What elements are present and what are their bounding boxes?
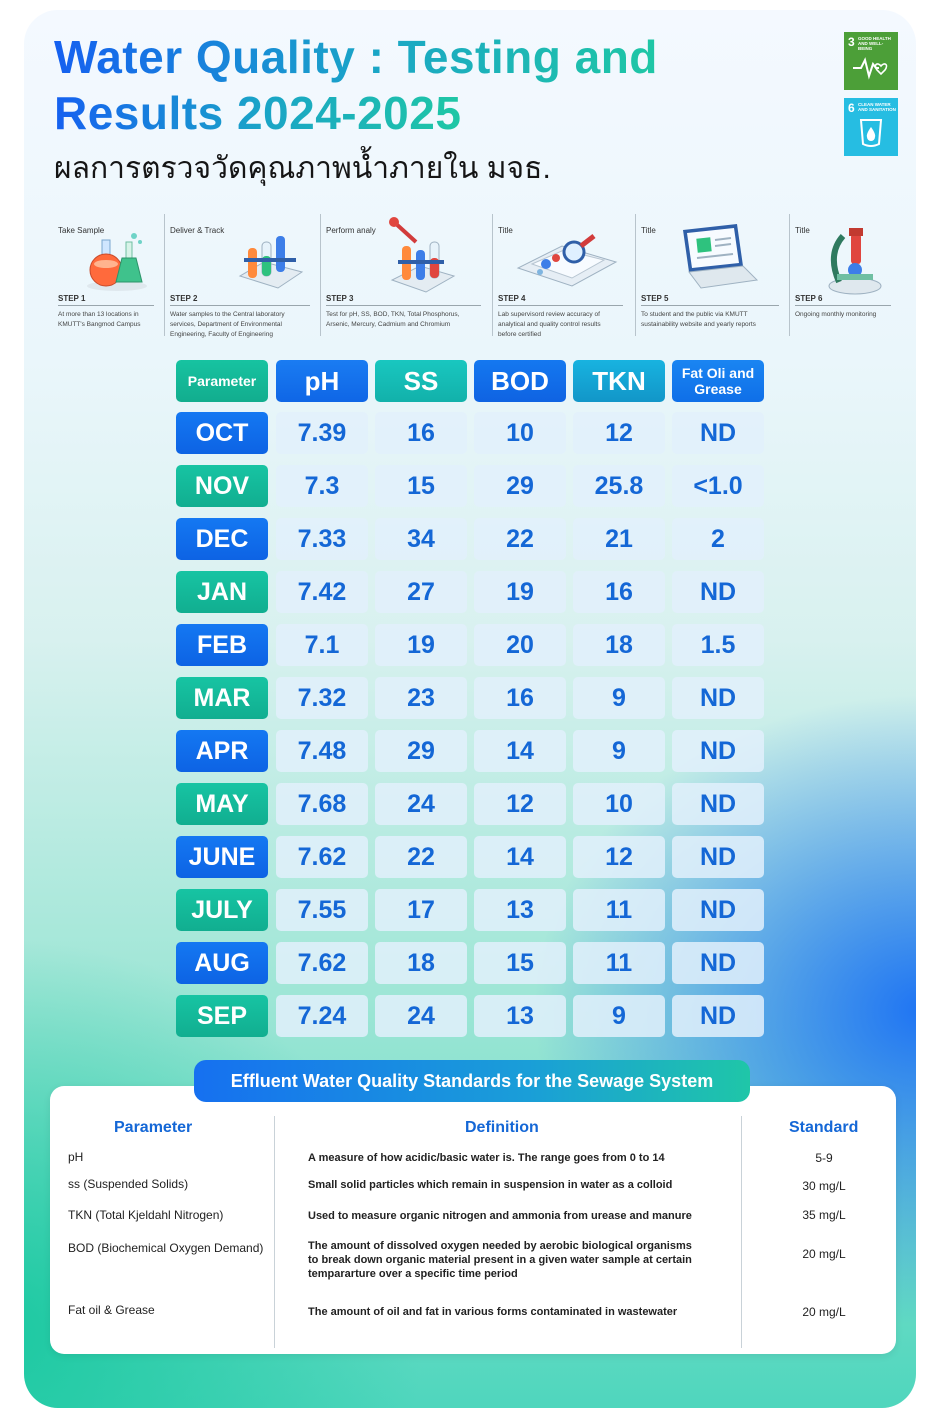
pipette-tubes-icon	[386, 216, 458, 294]
value-bod: 15	[474, 942, 566, 984]
value-ss: 16	[375, 412, 467, 454]
std-value-ph: 5-9	[815, 1151, 833, 1165]
magnifier-report-icon	[512, 228, 622, 292]
value-ss: 23	[375, 677, 467, 719]
process-steps	[52, 210, 897, 340]
value-fat-oil-grease: ND	[672, 889, 764, 931]
value-bod: 14	[474, 836, 566, 878]
std-param-ph: pH	[68, 1150, 84, 1164]
value-bod: 10	[474, 412, 566, 454]
step-3-label: STEP 3	[326, 294, 354, 303]
value-ph: 7.48	[276, 730, 368, 772]
value-ss: 18	[375, 942, 467, 984]
month-label: JUNE	[176, 836, 268, 878]
month-label: DEC	[176, 518, 268, 560]
column-divider	[274, 1116, 275, 1348]
month-label: SEP	[176, 995, 268, 1037]
month-label: MAR	[176, 677, 268, 719]
standards-col-definition: Definition	[465, 1119, 539, 1136]
water-drop-icon	[851, 116, 891, 150]
std-def-ph: A measure of how acidic/basic water is. The range goes from 0 to 14	[308, 1152, 665, 1164]
step-6-rule	[795, 305, 891, 306]
step-1-rule	[58, 305, 154, 306]
step-2-description: Water samples to the Central laboratory services, Department of Environmental Engineering, Faculty of Engineering	[170, 311, 285, 338]
step-5-rule	[641, 305, 779, 306]
std-def-ss: Small solid particles which remain in suspension in water as a colloid	[308, 1179, 673, 1191]
step-2-label: STEP 2	[170, 294, 198, 303]
value-ph: 7.68	[276, 783, 368, 825]
std-value-tkn: 35 mg/L	[802, 1208, 846, 1222]
month-label: JAN	[176, 571, 268, 613]
value-tkn: 16	[573, 571, 665, 613]
header-parameter: Parameter	[176, 360, 268, 402]
month-label: NOV	[176, 465, 268, 507]
std-param-fog: Fat oil & Grease	[68, 1303, 155, 1317]
step-5-label: STEP 5	[641, 294, 669, 303]
step-5-heading: Title	[641, 226, 656, 235]
month-label: APR	[176, 730, 268, 772]
step-2	[164, 210, 319, 340]
value-ss: 24	[375, 783, 467, 825]
step-1-label: STEP 1	[58, 294, 86, 303]
value-ss: 27	[375, 571, 467, 613]
value-fat-oil-grease: ND	[672, 783, 764, 825]
std-value-ss: 30 mg/L	[802, 1179, 846, 1193]
sdg-3-label: GOOD HEALTH AND WELL-BEING	[858, 36, 891, 51]
step-4	[492, 210, 632, 340]
value-bod: 29	[474, 465, 566, 507]
step-1-description: At more than 13 locations in KMUTT's Bangmod Campus	[58, 311, 141, 328]
value-bod: 13	[474, 889, 566, 931]
value-bod: 22	[474, 518, 566, 560]
step-3-description: Test for pH, SS, BOD, TKN, Total Phosphorus, Arsenic, Mercury, Cadmium and Chromium	[326, 311, 460, 328]
value-tkn: 9	[573, 730, 665, 772]
value-ph: 7.39	[276, 412, 368, 454]
step-6	[789, 210, 897, 340]
value-ph: 7.33	[276, 518, 368, 560]
step-6-description: Ongoing monthly monitoring	[795, 311, 877, 318]
std-def-fog: The amount of oil and fat in various forms contaminated in wastewater	[308, 1306, 678, 1318]
value-tkn: 9	[573, 995, 665, 1037]
value-tkn: 11	[573, 889, 665, 931]
value-tkn: 9	[573, 677, 665, 719]
header-ph: pH	[276, 360, 368, 402]
standards-table	[50, 1086, 896, 1354]
step-2-heading: Deliver & Track	[170, 226, 225, 235]
value-tkn: 10	[573, 783, 665, 825]
value-ss: 29	[375, 730, 467, 772]
month-label: JULY	[176, 889, 268, 931]
value-ph: 7.32	[276, 677, 368, 719]
test-tube-rack-icon	[234, 228, 306, 292]
value-ph: 7.42	[276, 571, 368, 613]
value-bod: 20	[474, 624, 566, 666]
value-ph: 7.1	[276, 624, 368, 666]
value-tkn: 12	[573, 412, 665, 454]
standards-banner: Effluent Water Quality Standards for the Sewage System	[194, 1060, 750, 1102]
step-1	[52, 210, 162, 340]
header-tkn: TKN	[573, 360, 665, 402]
value-ss: 15	[375, 465, 467, 507]
header-fat-oil-grease: Fat Oli and Grease	[672, 360, 764, 402]
value-ss: 19	[375, 624, 467, 666]
sdg-6-label: CLEAN WATER AND SANITATION	[858, 102, 896, 112]
value-fat-oil-grease: ND	[672, 412, 764, 454]
month-label: MAY	[176, 783, 268, 825]
value-fat-oil-grease: 1.5	[672, 624, 764, 666]
microscope-icon	[819, 224, 889, 296]
value-fat-oil-grease: ND	[672, 730, 764, 772]
step-3	[320, 210, 490, 340]
step-5-description: To student and the public via KMUTT sustainability website and yearly reports	[641, 311, 756, 328]
heartbeat-icon	[851, 50, 891, 84]
step-6-heading: Title	[795, 226, 810, 235]
value-tkn: 18	[573, 624, 665, 666]
value-bod: 14	[474, 730, 566, 772]
step-1-heading: Take Sample	[58, 226, 105, 235]
thai-subtitle: ผลการตรวจวัดคุณภาพน้ำภายใน มจธ.	[54, 152, 551, 185]
header-ss: SS	[375, 360, 467, 402]
value-fat-oil-grease: 2	[672, 518, 764, 560]
month-label: AUG	[176, 942, 268, 984]
value-tkn: 25.8	[573, 465, 665, 507]
value-ph: 7.55	[276, 889, 368, 931]
std-value-fog: 20 mg/L	[802, 1305, 846, 1319]
value-fat-oil-grease: ND	[672, 836, 764, 878]
month-label: OCT	[176, 412, 268, 454]
step-2-rule	[170, 305, 310, 306]
value-ph: 7.62	[276, 836, 368, 878]
value-fat-oil-grease: <1.0	[672, 465, 764, 507]
value-tkn: 12	[573, 836, 665, 878]
value-ph: 7.24	[276, 995, 368, 1037]
value-tkn: 11	[573, 942, 665, 984]
value-fat-oil-grease: ND	[672, 995, 764, 1037]
laptop-icon	[671, 222, 761, 294]
standards-col-parameter: Parameter	[114, 1119, 193, 1136]
sdg-6-badge	[844, 98, 898, 156]
value-fat-oil-grease: ND	[672, 677, 764, 719]
sdg-3-badge	[844, 32, 898, 90]
step-4-rule	[498, 305, 623, 306]
step-6-label: STEP 6	[795, 294, 823, 303]
std-value-bod: 20 mg/L	[802, 1247, 846, 1261]
std-param-tkn: TKN (Total Kjeldahl Nitrogen)	[68, 1208, 224, 1222]
step-3-heading: Perform analy	[326, 226, 376, 235]
value-ss: 22	[375, 836, 467, 878]
standards-col-standard: Standard	[789, 1119, 859, 1136]
std-param-bod: BOD (Biochemical Oxygen Demand)	[68, 1241, 264, 1255]
sdg-3-number: 3	[848, 35, 855, 49]
value-ss: 17	[375, 889, 467, 931]
title-line-2: Results 2024-2025	[54, 87, 462, 139]
std-def-bod: The amount of dissolved oxygen needed by aerobic biological organisms to break down organic material present in a given water sample at certain tempararture over a specific time period	[308, 1240, 692, 1280]
value-ss: 34	[375, 518, 467, 560]
value-bod: 19	[474, 571, 566, 613]
value-bod: 13	[474, 995, 566, 1037]
step-5	[635, 210, 787, 340]
value-fat-oil-grease: ND	[672, 942, 764, 984]
value-ss: 24	[375, 995, 467, 1037]
value-ph: 7.62	[276, 942, 368, 984]
value-ph: 7.3	[276, 465, 368, 507]
month-label: FEB	[176, 624, 268, 666]
flask-icon	[82, 228, 152, 292]
std-def-tkn: Used to measure organic nitrogen and ammonia from urease and manure	[308, 1210, 692, 1222]
title-line-1: Water Quality : Testing and	[54, 31, 658, 83]
value-fat-oil-grease: ND	[672, 571, 764, 613]
header-bod: BOD	[474, 360, 566, 402]
column-divider	[741, 1116, 742, 1348]
step-4-description: Lab supervisord review accuracy of analytical and quality control results before certified	[498, 311, 601, 338]
step-4-label: STEP 4	[498, 294, 526, 303]
value-bod: 12	[474, 783, 566, 825]
step-4-heading: Title	[498, 226, 513, 235]
value-bod: 16	[474, 677, 566, 719]
step-3-rule	[326, 305, 481, 306]
std-param-ss: ss (Suspended Solids)	[68, 1177, 189, 1191]
sdg-6-number: 6	[848, 101, 855, 115]
value-tkn: 21	[573, 518, 665, 560]
infographic-card	[24, 10, 916, 1408]
